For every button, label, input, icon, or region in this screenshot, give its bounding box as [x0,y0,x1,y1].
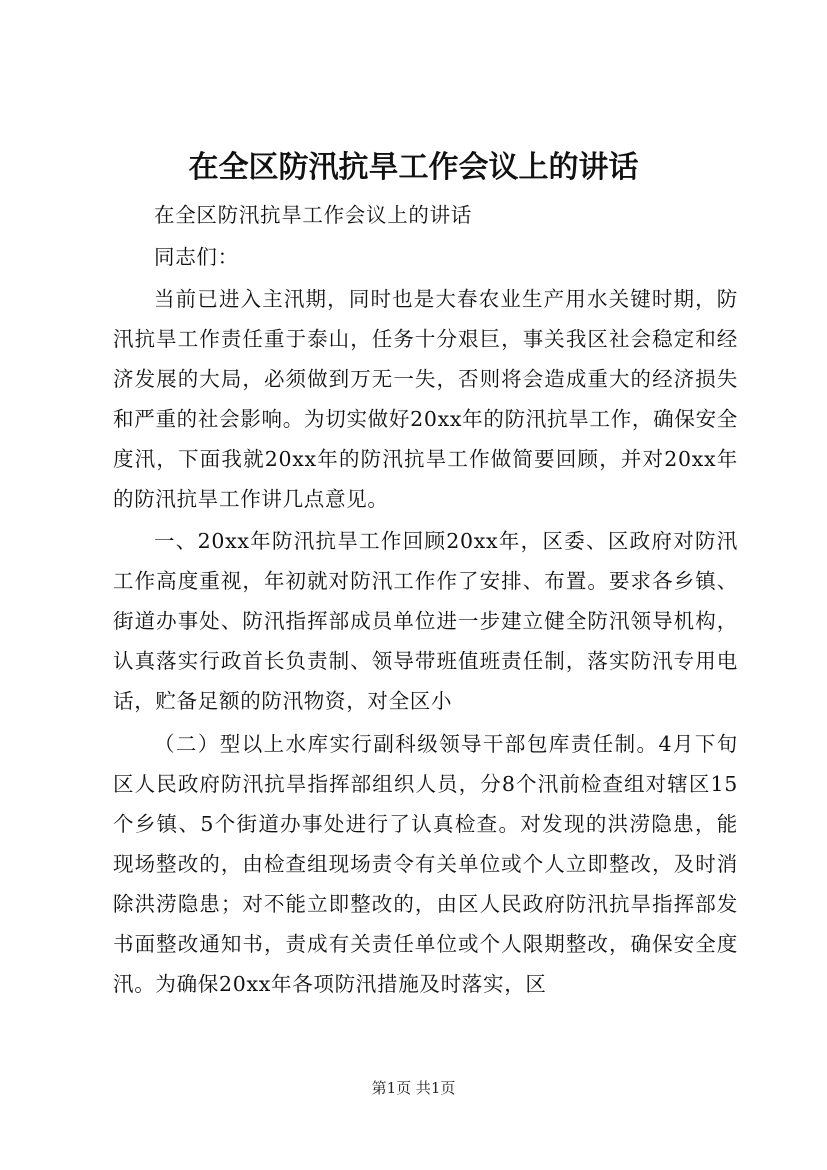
salutation: 同志们： [154,245,239,269]
document-subtitle: 在全区防汛抗旱工作会议上的讲话 [154,203,472,227]
page-footer: 第1页 共1页 [371,1079,456,1097]
paragraph-reservoir: （二）型以上水库实行副科级领导干部包库责任制。4月下旬区人民政府防汛抗旱指挥部组织人员，分8个汛前检查组对辖区15个乡镇、5个街道办事处进行了认真检查。对发现的洪涝隐患，能现场整改的，由检查组现场责令有关单位或个人立即整改，及时消除洪涝隐患；对不能立即整改的，由区人民政府防汛抗旱指挥部发书面整改通知书，责成有关责任单位或个人限期整改，确保安全度汛。为确保20xx年各项防汛措施及时落实，区 [113,732,738,996]
paragraph-intro: 当前已进入主汛期，同时也是大春农业生产用水关键时期，防汛抗旱工作责任重于泰山，任务十分艰巨，事关我区社会稳定和经济发展的大局，必须做到万无一失，否则将会造成重大的经济损失和严重的社会影响。为切实做好20xx年的防汛抗旱工作，确保安全度汛，下面我就20xx年的防汛抗旱工作做简要回顾，并对20xx年的防汛抗旱工作讲几点意见。 [113,287,738,511]
paragraph-review: 一、20xx年防汛抗旱工作回顾20xx年，区委、区政府对防汛工作高度重视，年初就对防汛工作作了安排、布置。要求各乡镇、街道办事处、防汛指挥部成员单位进一步建立健全防汛领导机构，认真落实行政首长负责制、领导带班值班责任制，落实防汛专用电话，贮备足额的防汛物资，对全区小 [113,529,738,713]
document-title: 在全区防汛抗旱工作会议上的讲话 [188,150,639,185]
